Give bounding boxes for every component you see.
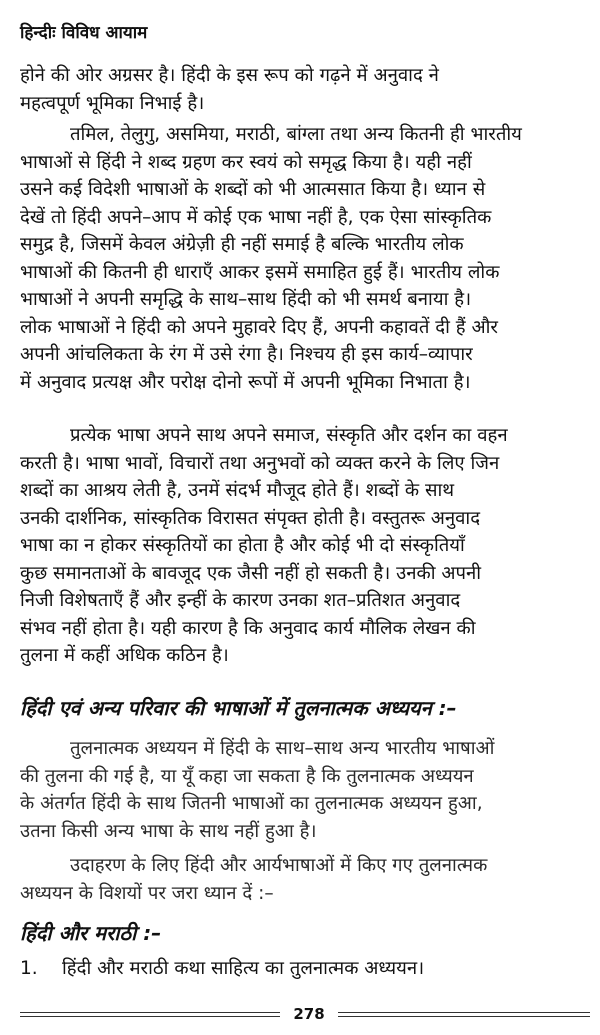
paragraph-3 [20,422,590,670]
paragraph-line: की तुलना की गई है, या यूँ कहा जा सकता है कि तुलनात्मक अध्ययन [20,765,474,787]
paragraph-line: भाषाओं की कितनी ही धाराएँ आकर इसमें समाहित हुई हैं। भारतीय लोक [20,261,500,283]
paragraph-line: भाषाओं से हिंदी ने शब्द ग्रहण कर स्वयं को समृद्ध किया है। यही नहीं [20,151,472,173]
paragraph-line: उदाहरण के लिए हिंदी और आर्यभाषाओं में किए गए तुलनात्मक [70,855,488,876]
paragraph-line: अपनी आंचलिकता के रंग में उसे रंगा है। निश्चय ही इस कार्य–व्यापार [20,344,473,365]
paragraph-line: निजी विशेषताएँ हैं और इन्हीं के कारण उनका शत–प्रतिशत अनुवाद [20,590,461,611]
paragraph-line: करती है। भाषा भावों, विचारों तथा अनुभवों को व्यक्त करने के लिए जिन [20,452,500,474]
footer-rule-right [338,1012,590,1017]
paragraph-line: उसने कई विदेशी भाषाओं के शब्दों को भी आत्मसात किया है। ध्यान से [20,179,486,200]
paragraph-line: देखें तो हिंदी अपने–आप में कोई एक भाषा नहीं है, एक ऐसा सांस्कृतिक [20,206,492,228]
paragraph-line: समुद्र है, जिसमें केवल अंग्रेज़ी ही नहीं समाई है बल्कि भारतीय लोक [20,234,464,255]
paragraph-line: संभव नहीं होता है। यही कारण है कि अनुवाद कार्य मौलिक लेखन की [20,617,476,639]
paragraph-line: तुलना में कहीं अधिक कठिन है। [20,645,229,666]
paragraph-line: में अनुवाद प्रत्यक्ष और परोक्ष दोनो रूपों में अपनी भूमिका निभाता है। [20,371,471,393]
paragraph-line: होने की ओर अग्रसर है। हिंदी के इस रूप को गढ़ने में अनुवाद ने [20,65,439,86]
paragraph-line: लोक भाषाओं ने हिंदी को अपने मुहावरे दिए हैं, अपनी कहावतें दी हैं और [20,316,498,338]
paragraph-1 [20,62,590,117]
paragraph-line: तमिल, तेलुगु, असमिया, मराठी, बांग्ला तथा अन्य कितनी ही भारतीय [70,124,522,145]
list-item [20,955,424,982]
paragraph-5 [20,852,590,907]
footer-rule-left [20,1012,280,1017]
page-footer [20,1004,590,1024]
paragraph-line: उनकी दार्शनिक, सांस्कृतिक विरासत संपृक्त होती है। वस्तुतरू अनुवाद [20,507,481,529]
paragraph-line: अध्ययन के विशयों पर जरा ध्यान दें :– [20,882,274,904]
section-heading: हिंदी एवं अन्य परिवार की भाषाओं में तुलनात्मक अध्ययन :– [20,696,457,720]
paragraph-line: महत्वपूर्ण भूमिका निभाई है। [20,92,205,114]
running-header: हिन्दीः विविध आयाम [20,23,148,43]
paragraph-line: के अंतर्गत हिंदी के साथ जितनी भाषाओं का तुलनात्मक अध्ययन हुआ, [20,793,483,814]
list-item-text: हिंदी और मराठी कथा साहित्य का तुलनात्मक अध्ययन। [62,958,425,979]
list-item-number: 1. [20,958,38,979]
page-number: 278 [293,1005,325,1023]
paragraph-line: भाषा का न होकर संस्कृतियों का होता है और कोई भी दो संस्कृतियाँ [20,535,465,556]
paragraph-line: उतना किसी अन्य भाषा के साथ नहीं हुआ है। [20,820,317,842]
paragraph-line: तुलनात्मक अध्ययन में हिंदी के साथ–साथ अन्य भारतीय भाषाओं [70,738,495,759]
paragraph-line: शब्दों का आश्रय लेती है, उनमें संदर्भ मौजूद होते हैं। शब्दों के साथ [20,480,455,501]
paragraph-line: प्रत्येक भाषा अपने साथ अपने समाज, संस्कृति और दर्शन का वहन [70,425,508,446]
subsection-heading: हिंदी और मराठी :– [20,921,162,945]
paragraph-2 [20,121,590,396]
paragraph-line: कुछ समानताओं के बावजूद एक जैसी नहीं हो सकती है। उनकी अपनी [20,562,482,584]
paragraph-4 [20,735,590,845]
paragraph-line: भाषाओं ने अपनी समृद्धि के साथ–साथ हिंदी को भी समर्थ बनाया है। [20,289,472,310]
